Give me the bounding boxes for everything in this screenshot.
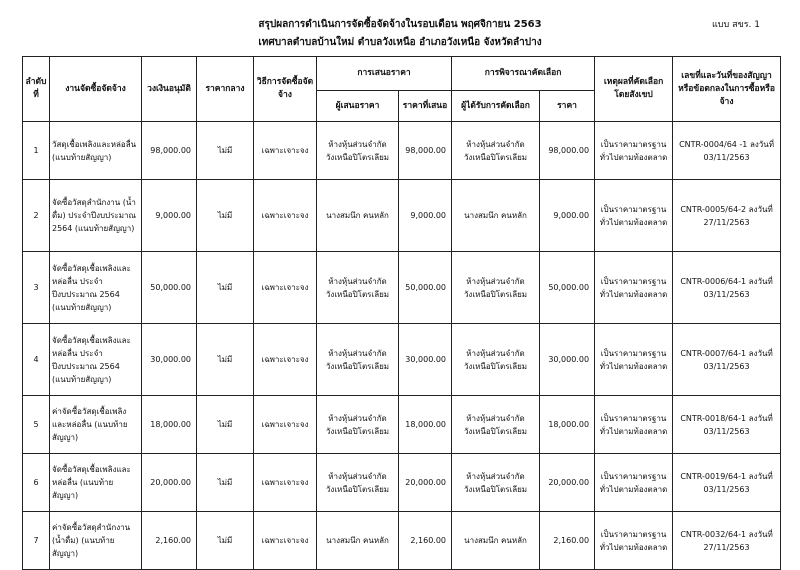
table-row [23, 252, 781, 324]
cell-method: เฉพาะเจาะจง [254, 454, 317, 512]
table-row [23, 122, 781, 180]
col-header-offerer: ผู้เสนอราคา [317, 91, 399, 122]
cell-contract: CNTR-0006/64-1 ลงวันที่ 03/11/2563 [673, 252, 781, 324]
cell-budget: 50,000.00 [142, 252, 197, 324]
cell-median: ไม่มี [197, 454, 254, 512]
cell-reason: เป็นราคามาตรฐานทั่วไปตามท้องตลาด [595, 252, 673, 324]
cell-median: ไม่มี [197, 396, 254, 454]
cell-contract: CNTR-0032/64-1 ลงวันที่ 27/11/2563 [673, 512, 781, 570]
col-header-offer-group: การเสนอราคา [317, 57, 452, 91]
cell-price: 50,000.00 [540, 252, 595, 324]
cell-method: เฉพาะเจาะจง [254, 122, 317, 180]
cell-price: 9,000.00 [540, 180, 595, 252]
cell-no: 2 [23, 180, 50, 252]
cell-method: เฉพาะเจาะจง [254, 324, 317, 396]
cell-selected: นางสมนึก คนหลัก [452, 180, 540, 252]
cell-method: เฉพาะเจาะจง [254, 512, 317, 570]
cell-contract: CNTR-0004/64 -1 ลงวันที่ 03/11/2563 [673, 122, 781, 180]
col-header-method: วิธีการจัดซื้อจัดจ้าง [254, 57, 317, 122]
cell-price: 30,000.00 [540, 324, 595, 396]
cell-no: 3 [23, 252, 50, 324]
col-header-reason: เหตุผลที่คัดเลือกโดยสังเขป [595, 57, 673, 122]
cell-reason: เป็นราคามาตรฐานทั่วไปตามท้องตลาด [595, 122, 673, 180]
cell-offer-price: 9,000.00 [399, 180, 452, 252]
cell-work: จัดซื้อวัสดุเชื้อเพลิงและหล่อลื่น ประจำปีงบประมาณ 2564 (แนบท้ายสัญญา) [50, 324, 142, 396]
cell-offerer: ห้างหุ้นส่วนจำกัด วังเหนือปิโตรเลียม [317, 454, 399, 512]
cell-budget: 20,000.00 [142, 454, 197, 512]
table-row [23, 454, 781, 512]
cell-budget: 98,000.00 [142, 122, 197, 180]
cell-method: เฉพาะเจาะจง [254, 180, 317, 252]
cell-median: ไม่มี [197, 252, 254, 324]
cell-median: ไม่มี [197, 512, 254, 570]
cell-reason: เป็นราคามาตรฐานทั่วไปตามท้องตลาด [595, 396, 673, 454]
report-subtitle: เทศบาลตำบลบ้านใหม่ ตำบลวังเหนือ อำเภอวังเหนือ จังหวัดลำปาง [258, 37, 542, 48]
cell-work: จัดซื้อวัสดุเชื้อเพลิงและหล่อลื่น ประจำปีงบประมาณ 2564 (แนบท้ายสัญญา) [50, 252, 142, 324]
cell-budget: 18,000.00 [142, 396, 197, 454]
cell-no: 4 [23, 324, 50, 396]
cell-offer-price: 98,000.00 [399, 122, 452, 180]
col-header-select-group: การพิจารณาคัดเลือก [452, 57, 595, 91]
cell-work: ค่าจัดซื้อวัสดุเชื้อเพลิงและหล่อลื่น (แนบท้ายสัญญา) [50, 396, 142, 454]
cell-offerer: นางสมนึก คนหลัก [317, 180, 399, 252]
cell-offerer: ห้างหุ้นส่วนจำกัด วังเหนือปิโตรเลียม [317, 324, 399, 396]
cell-work: จัดซื้อวัสดุเชื้อเพลิงและหล่อลื่น (แนบท้ายสัญญา) [50, 454, 142, 512]
cell-method: เฉพาะเจาะจง [254, 396, 317, 454]
cell-contract: CNTR-0019/64-1 ลงวันที่ 03/11/2563 [673, 454, 781, 512]
col-header-offer-price: ราคาที่เสนอ [399, 91, 452, 122]
table-row [23, 324, 781, 396]
cell-offerer: นางสมนึก คนหลัก [317, 512, 399, 570]
cell-no: 7 [23, 512, 50, 570]
cell-reason: เป็นราคามาตรฐานทั่วไปตามท้องตลาด [595, 324, 673, 396]
col-header-no: ลำดับที่ [23, 57, 50, 122]
procurement-table [22, 56, 781, 570]
cell-offer-price: 2,160.00 [399, 512, 452, 570]
cell-contract: CNTR-0007/64-1 ลงวันที่ 03/11/2563 [673, 324, 781, 396]
cell-median: ไม่มี [197, 324, 254, 396]
cell-no: 1 [23, 122, 50, 180]
cell-work: ค่าจัดซื้อวัสดุสำนักงาน (น้ำดื่ม) (แนบท้ายสัญญา) [50, 512, 142, 570]
cell-price: 2,160.00 [540, 512, 595, 570]
cell-selected: นางสมนึก คนหลัก [452, 512, 540, 570]
cell-no: 6 [23, 454, 50, 512]
cell-budget: 9,000.00 [142, 180, 197, 252]
cell-price: 18,000.00 [540, 396, 595, 454]
table-row [23, 512, 781, 570]
cell-offer-price: 20,000.00 [399, 454, 452, 512]
header-row [23, 57, 781, 91]
report-title: สรุปผลการดำเนินการจัดซื้อจัดจ้างในรอบเดือน พฤศจิกายน 2563 [258, 19, 542, 30]
col-header-selected: ผู้ได้รับการคัดเลือก [452, 91, 540, 122]
cell-reason: เป็นราคามาตรฐานทั่วไปตามท้องตลาด [595, 512, 673, 570]
cell-budget: 30,000.00 [142, 324, 197, 396]
col-header-median: ราคากลาง [197, 57, 254, 122]
cell-work: จัดซื้อวัสดุสำนักงาน (น้ำดื่ม) ประจำปีงบประมาณ 2564 (แนบท้ายสัญญา) [50, 180, 142, 252]
cell-selected: ห้างหุ้นส่วนจำกัด วังเหนือปิโตรเลียม [452, 396, 540, 454]
cell-selected: ห้างหุ้นส่วนจำกัด วังเหนือปิโตรเลียม [452, 324, 540, 396]
cell-budget: 2,160.00 [142, 512, 197, 570]
cell-offer-price: 18,000.00 [399, 396, 452, 454]
form-code: แบบ สขร. 1 [711, 20, 760, 30]
cell-offer-price: 30,000.00 [399, 324, 452, 396]
table-row [23, 180, 781, 252]
col-header-work: งานจัดซื้อจัดจ้าง [50, 57, 142, 122]
cell-median: ไม่มี [197, 180, 254, 252]
cell-offerer: ห้างหุ้นส่วนจำกัด วังเหนือปิโตรเลียม [317, 122, 399, 180]
cell-price: 20,000.00 [540, 454, 595, 512]
col-header-price: ราคา [540, 91, 595, 122]
col-header-budget: วงเงินอนุมัติ [142, 57, 197, 122]
cell-reason: เป็นราคามาตรฐานทั่วไปตามท้องตลาด [595, 180, 673, 252]
cell-reason: เป็นราคามาตรฐานทั่วไปตามท้องตลาด [595, 454, 673, 512]
cell-no: 5 [23, 396, 50, 454]
cell-selected: ห้างหุ้นส่วนจำกัด วังเหนือปิโตรเลียม [452, 454, 540, 512]
cell-selected: ห้างหุ้นส่วนจำกัด วังเหนือปิโตรเลียม [452, 122, 540, 180]
cell-offer-price: 50,000.00 [399, 252, 452, 324]
table-row [23, 396, 781, 454]
cell-offerer: ห้างหุ้นส่วนจำกัด วังเหนือปิโตรเลียม [317, 252, 399, 324]
cell-selected: ห้างหุ้นส่วนจำกัด วังเหนือปิโตรเลียม [452, 252, 540, 324]
col-header-contract: เลขที่และวันที่ของสัญญาหรือข้อตกลงในการซื้อหรือจ้าง [673, 57, 781, 122]
cell-offerer: ห้างหุ้นส่วนจำกัด วังเหนือปิโตรเลียม [317, 396, 399, 454]
cell-contract: CNTR-0005/64-2 ลงวันที่ 27/11/2563 [673, 180, 781, 252]
cell-work: วัสดุเชื้อเพลิงและหล่อลื่น (แนบท้ายสัญญา) [50, 122, 142, 180]
cell-method: เฉพาะเจาะจง [254, 252, 317, 324]
cell-price: 98,000.00 [540, 122, 595, 180]
cell-contract: CNTR-0018/64-1 ลงวันที่ 03/11/2563 [673, 396, 781, 454]
cell-median: ไม่มี [197, 122, 254, 180]
